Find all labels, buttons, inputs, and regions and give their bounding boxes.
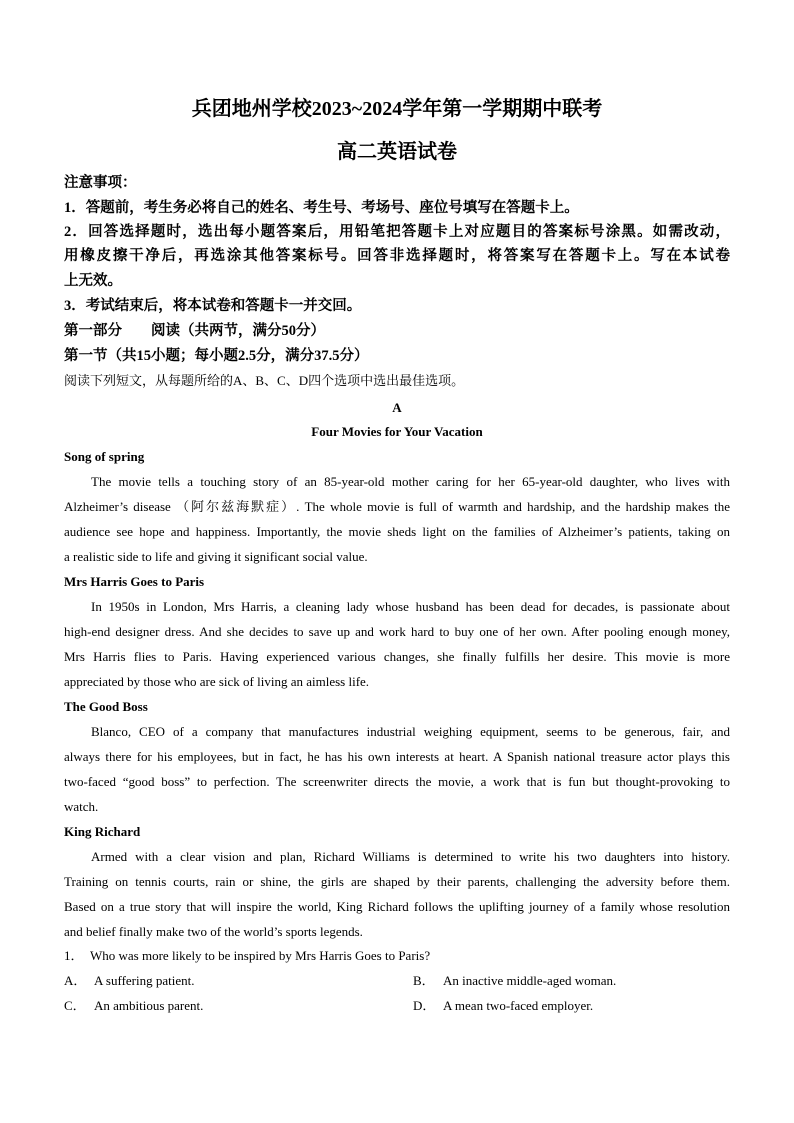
movie-1-line: a realistic side to life and giving it significant social value. [64,549,368,564]
movie-heading-king-richard: King Richard [64,824,141,839]
question-1-stem: 1． Who was more likely to be inspired by Mrs Harris Goes to Paris? [64,948,431,963]
option-text: An ambitious parent. [94,998,204,1013]
movie-3-line: always there for his employees, but in fact, he has his own interests at heart. A Spanish national treasure actor plays this [64,749,730,764]
option-text: A suffering patient. [94,973,195,988]
movie-2-line: high-end designer dress. And she decides to save up and work hard to buy one of her own. After pooling enough money, [64,624,730,639]
movie-4-line: and belief finally make two of the world’s sports legends. [64,924,363,939]
movie-2-line: In 1950s in London, Mrs Harris, a cleaning lady whose husband has been dead for decades, is passionate about [91,599,730,614]
note-item-2-line-2: 用橡皮擦干净后，再选涂其他答案标号。回答非选择题时，将答案写在答题卡上。写在本试卷 [64,248,730,264]
option-text: A mean two-faced employer. [443,998,594,1013]
movie-3-line: watch. [64,799,99,814]
movie-2-line: Mrs Harris flies to Paris. Having experienced various changes, she finally fulfills her desire. This movie is more [64,649,730,664]
movie-4-line: Based on a true story that will inspire the world, King Richard follows the uplifting journey of a family whose resolution [64,899,730,914]
option-letter: D． [413,998,436,1013]
exam-title: 兵团地州学校2023~2024学年第一学期期中联考 [191,98,603,120]
option-text: An inactive middle-aged woman. [443,973,617,988]
movie-4-line: Training on tennis courts, rain or shine, the girls are shaped by their parents, challenging the adversity before them. [64,874,730,889]
passage-label: A [392,400,402,415]
exam-subtitle: 高二英语试卷 [337,141,457,163]
movie-heading-song-of-spring: Song of spring [64,449,145,464]
note-item-1: 1．答题前，考生务必将自己的姓名、考生号、考场号、座位号填写在答题卡上。 [64,200,579,216]
movie-1-line: Alzheimer’s disease （阿尔兹海默症）. The whole movie is full of warmth and hardship, and the hardship makes the [64,499,730,514]
option-letter: A． [64,973,87,988]
section-1-heading: 第一节（共15小题；每小题2.5分，满分37.5分） [64,348,369,364]
part-1-heading: 第一部分 阅读（共两节，满分50分） [64,323,325,339]
question-1-option-b[interactable] [413,971,616,991]
note-item-2-line-1: 2．回答选择题时，选出每小题答案后，用铅笔把答题卡上对应题目的答案标号涂黑。如需改动， [64,224,730,240]
movie-3-line: two-faced “good boss” to perfection. The screenwriter directs the movie, a work that is fun but thought-provoking to [64,774,730,789]
movie-3-line: Blanco, CEO of a company that manufactures industrial weighing equipment, seems to be generous, fair, and [91,724,730,739]
movie-1-line: The movie tells a touching story of an 85-year-old mother caring for her 65-year-old daughter, who lives with [91,474,730,489]
question-1-option-a[interactable] [64,971,195,991]
movie-4-line: Armed with a clear vision and plan, Richard Williams is determined to write his two daughters into history. [91,849,730,864]
note-item-2-line-3: 上无效。 [64,273,122,289]
movie-heading-mrs-harris: Mrs Harris Goes to Paris [64,574,205,589]
question-1-option-c[interactable] [64,996,203,1016]
passage-title: Four Movies for Your Vacation [311,424,483,439]
question-1-option-d[interactable] [413,996,593,1016]
note-item-3: 3．考试结束后，将本试卷和答题卡一并交回。 [64,298,362,314]
movie-1-line: audience see hope and happiness. Importantly, the movie sheds light on the families of Alzheimer’s patients, taking on [64,524,730,539]
reading-instruction: 阅读下列短文，从每题所给的A、B、C、D四个选项中选出最佳选项。 [64,373,465,388]
option-letter: B． [413,973,435,988]
option-letter: C． [64,998,86,1013]
movie-2-line: appreciated by those who are sick of living an aimless life. [64,674,370,689]
movie-heading-good-boss: The Good Boss [64,699,148,714]
notes-heading: 注意事项： [64,175,137,191]
